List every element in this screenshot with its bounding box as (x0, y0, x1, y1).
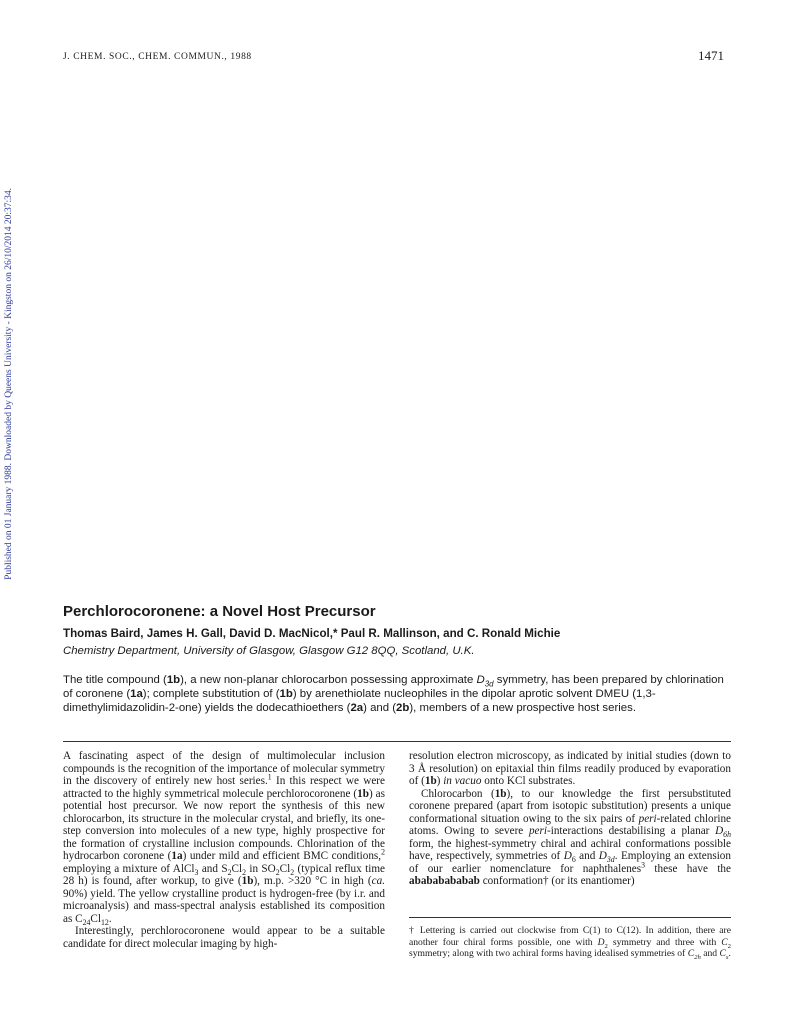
body-column-left (63, 750, 385, 950)
symmetry-symbol: D (597, 936, 605, 948)
body-text: these have the (645, 862, 731, 875)
subscript: 24 (82, 917, 91, 927)
subscript: 3 (194, 867, 199, 877)
symmetry-symbol: C (687, 948, 695, 960)
body-text: onto KCl substrates. (481, 775, 576, 787)
abstract-divider (63, 741, 731, 742)
symmetry-symbol: D (715, 825, 724, 837)
abstract-text: ) and ( (363, 702, 397, 715)
abstract (63, 673, 733, 716)
abstract-text: ); complete substitution of ( (142, 688, 280, 701)
abstract-text: ), a new non-planar chlorocarbon possessing approximate (180, 674, 477, 686)
compound-ref: 1b (494, 787, 507, 800)
body-text: A fascinating aspect of the design of multimolecular inclusion compounds is the recognition of the importance of molecular symmetry in the discovery of entirely new host series. (63, 750, 385, 787)
paragraph (409, 750, 731, 788)
body-text: resolution electron microscopy, as indicated by initial studies (down to 3 Å resolution) on epitaxial thin films readily produced by evaporation of ( (409, 750, 731, 787)
symmetry-subscript: 2 (604, 942, 608, 950)
conformation-name: abababababab (409, 875, 480, 887)
abstract-text: symmetry, has been prepared by chlorination of coronene ( (63, 674, 724, 701)
body-text: 90%) yield. The yellow crystalline product is hydrogen-free (by i.r. and microanalysis) and mass-spectral analysis established its composition as C (63, 887, 385, 925)
body-text: In this respect we were attracted to the highly symmetrical molecule perchlorocoronene ( (63, 775, 385, 800)
symmetry-subscript: 3d (606, 855, 615, 865)
body-text: Cl (279, 862, 291, 875)
symmetry-symbol: D (563, 850, 572, 862)
footnote-marker: † (409, 925, 416, 936)
paragraph: Interestingly, perchlorocoronene would appear to be a suitable candidate for direct molecular imaging by high- (63, 925, 385, 950)
compound-ref: 2a (350, 702, 364, 715)
symmetry-subscript: s (725, 954, 729, 962)
symmetry-symbol: C (719, 948, 726, 960)
body-text: Chlorocarbon ( (421, 787, 495, 800)
subscript: 2 (227, 867, 232, 877)
footnote-text: symmetry; along with two achiral forms having idealised symmetries of (409, 948, 688, 960)
body-text: Cl (90, 912, 101, 925)
body-text: form, the highest-symmetry chiral and achiral conformations possible have, respectively, symmetries of (409, 837, 731, 862)
page-number: 1471 (698, 48, 724, 63)
body-text: in SO (245, 862, 276, 875)
body-text: and (575, 850, 599, 862)
footnote-divider (409, 917, 731, 918)
compound-ref: 1b (279, 688, 293, 701)
footnote-marker[interactable]: † (542, 875, 549, 887)
symmetry-subscript: 6h (723, 830, 731, 840)
compound-ref: 1b (166, 674, 181, 686)
body-text: (or its enantiomer) (548, 875, 635, 887)
body-text: ), m.p. >320 °C in high ( (253, 875, 372, 887)
italic-text: in vacuo (443, 775, 482, 787)
italic-text: ca. (371, 875, 385, 887)
abstract-text: The title compound ( (63, 674, 167, 686)
body-text: employing a mixture of AlCl (63, 862, 195, 875)
body-text: and S (198, 862, 228, 875)
body-column-right (409, 750, 731, 888)
paragraph (409, 788, 731, 888)
affiliation: Chemistry Department, University of Glasgow, Glasgow G12 8QQ, Scotland, U.K. (63, 645, 475, 657)
body-text: (typical reflux time 28 h) is found, after workup, to give ( (63, 862, 385, 887)
compound-ref: 1a (130, 688, 143, 701)
running-head: J. CHEM. SOC., CHEM. COMMUN., 1988 (63, 52, 252, 62)
body-text: -interactions destabilising a planar (546, 825, 716, 837)
footnote (409, 925, 731, 960)
subscript: 2 (290, 867, 295, 877)
body-text: ), to our knowledge the first persubstituted coronene prepared (apart from isotopic substitution) presents a unique conformational situation owing to the six pairs of (409, 787, 731, 825)
citation-ref[interactable]: 2 (381, 847, 385, 857)
compound-ref: 1b (357, 787, 369, 800)
author-list: Thomas Baird, James H. Gall, David D. MacNicol,* Paul R. Mallinson, and C. Ronald Michie (63, 627, 561, 640)
body-text: ) (436, 775, 444, 787)
abstract-text: ) by arenethiolate nucleophiles in the dipolar aprotic solvent DMEU (1,3-dimethylimidazolidin-2-one) yields the dodecathioethers ( (63, 688, 656, 715)
body-text: ) as potential host precursor. We now report the synthesis of this new chlorocarbon, its structure in the molecular crystal, and briefly, its one-step conversion into molecules of a new type, highly prospective for the formation of crystalline inclusion compounds. Chlorination of the hydrocarbon coronene ( (63, 787, 385, 862)
compound-ref: 1b (241, 875, 254, 887)
italic-text: peri (528, 825, 547, 837)
body-text: ) under mild and efficient BMC conditions, (182, 850, 382, 862)
body-text: -related chlorine atoms. Owing to severe (409, 812, 732, 837)
symmetry-subscript: 3d (484, 679, 494, 689)
symmetry-symbol: C (721, 936, 728, 948)
symmetry-subscript: 2h (694, 954, 701, 962)
body-text: . (108, 912, 112, 925)
article-title: Perchlorocoronene: a Novel Host Precursor (63, 603, 376, 620)
abstract-text: ), members of a new prospective host series. (409, 702, 636, 715)
paragraph (63, 750, 385, 925)
compound-ref: 1a (171, 850, 183, 862)
symmetry-subscript: 2 (727, 942, 732, 950)
footnote-text: and (700, 948, 720, 960)
citation-ref[interactable]: 1 (267, 772, 272, 782)
symmetry-symbol: D (476, 674, 485, 686)
download-margin-note[interactable]: Published on 01 January 1988. Downloaded by Queens University - Kingston on 26/10/2014 20:37:34. (4, 188, 14, 580)
compound-ref: 1b (424, 775, 437, 787)
footnote-text: Lettering is carried out clockwise from C(1) to C(12). In addition, there are another four chiral forms possible, one with (409, 925, 731, 948)
subscript: 2 (242, 867, 246, 877)
subscript: 2 (275, 867, 280, 877)
footnote-text: symmetry and three with (607, 936, 722, 948)
compound-ref: 2b (396, 702, 410, 715)
footnote-text: . (728, 948, 731, 960)
citation-ref[interactable]: 3 (641, 859, 646, 869)
symmetry-subscript: 6 (571, 855, 576, 865)
body-text: Cl (231, 862, 243, 875)
subscript: 12 (100, 917, 109, 927)
body-text: conformation (479, 875, 543, 887)
symmetry-symbol: D (598, 850, 607, 862)
body-text: . Employing an extension of our earlier nomenclature for naphthalenes (409, 850, 731, 875)
italic-text: peri (638, 812, 657, 825)
